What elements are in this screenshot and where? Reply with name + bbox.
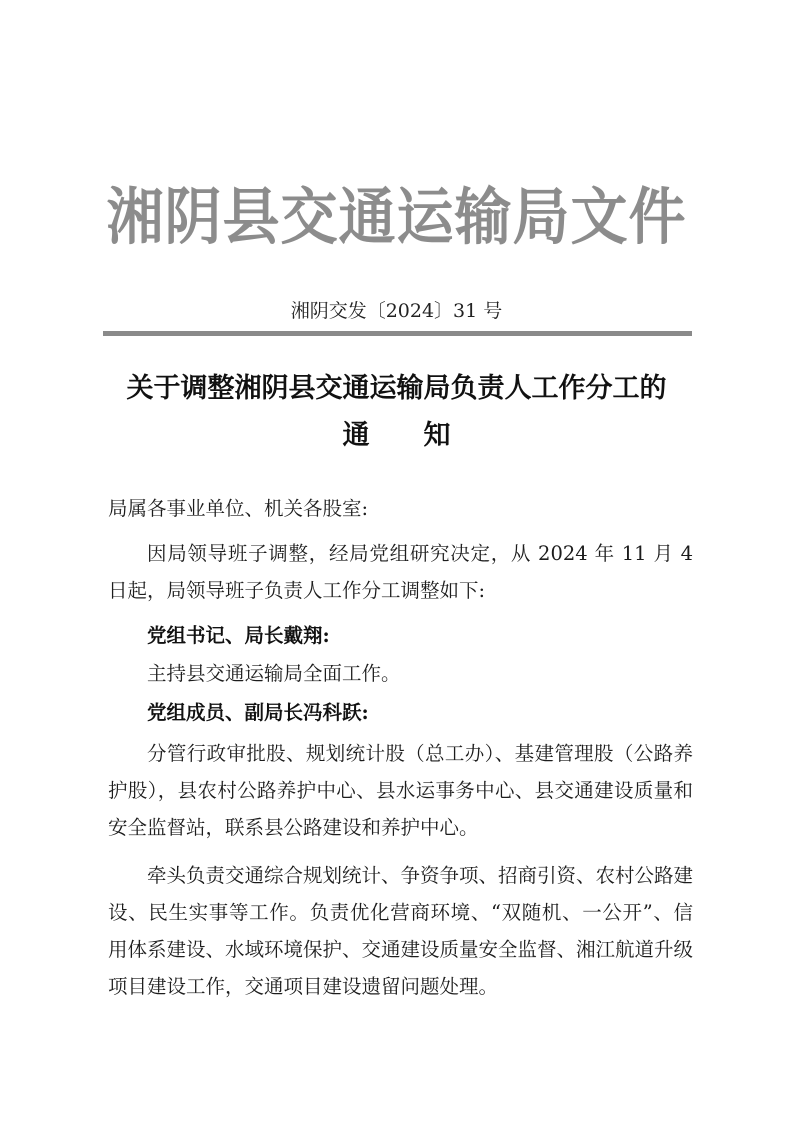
issuer-masthead: 湘阴县交通运输局文件	[106, 182, 687, 254]
leader2-duty-paragraph-1: 分管行政审批股、规划统计股（总工办）、基建管理股（公路养护股），县农村公路养护中心、县水运事务中心、县交通建设质量和安全监督站，联系县公路建设和养护中心。	[108, 742, 693, 839]
leader2-heading: 党组成员、副局长冯科跃:	[147, 701, 369, 724]
intro-paragraph: 因局领导班子调整，经局党组研究决定，从 2024 年 11 月 4 日起，局领导班子负责人工作分工调整如下:	[108, 542, 693, 602]
document-title-line-1: 关于调整湘阴县交通运输局负责人工作分工的	[126, 373, 667, 404]
salutation: 局属各事业单位、机关各股室:	[108, 497, 369, 520]
leader1-duty: 主持县交通运输局全面工作。	[147, 662, 401, 685]
leader2-duty-paragraph-2: 牵头负责交通综合规划统计、争资争项、招商引资、农村公路建设、民生实事等工作。负责优化营商环境、“双随机、一公开”、信用体系建设、水域环境保护、交通建设质量安全监督、湘江航道升级项目建设工作，交通项目建设遗留问题处理。	[108, 864, 694, 998]
header-divider	[103, 331, 692, 336]
document-number: 湘阴交发〔2024〕31 号	[290, 300, 503, 322]
leader1-heading: 党组书记、局长戴翔:	[147, 624, 330, 647]
document-title-line-2: 通 知	[342, 420, 451, 451]
